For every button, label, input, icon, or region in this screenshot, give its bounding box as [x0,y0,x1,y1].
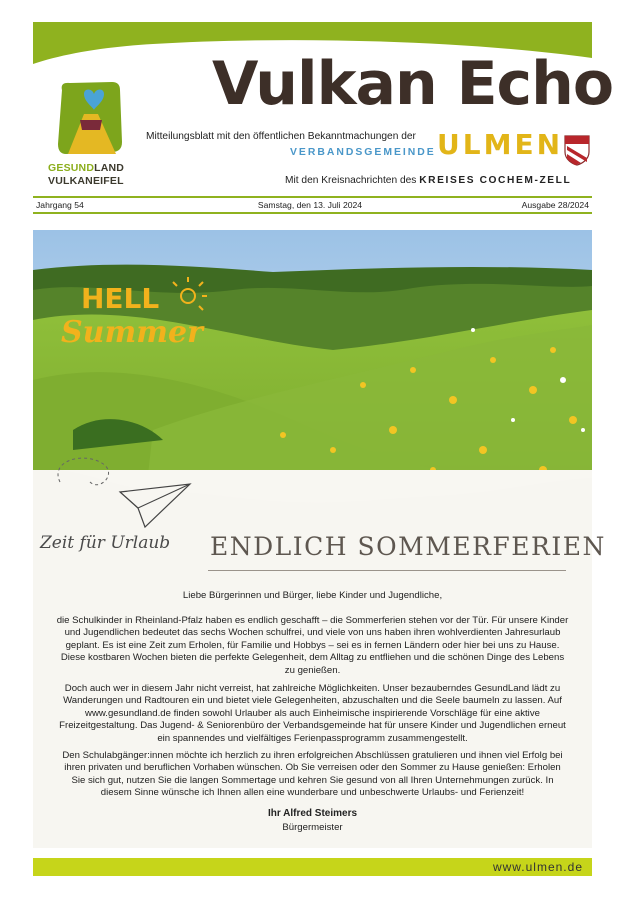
logo-text-vulkaneifel: VULKANEIFEL [48,175,124,187]
gesundland-logo-icon [54,80,124,158]
summer-greeting: Summer [61,315,203,350]
coat-of-arms-icon [563,134,591,166]
letter-paragraph: die Schulkinder in Rheinland-Pfalz haben es endlich geschafft – die Sommerferien stehen vor der Tür. Für unsere Kinder und Jugendlichen bedeutet das sechs Wochen schulfrei, und viele von uns haben ihren wohlverdienten Jahresurlaub geplant. Es ist eine Zeit zum Erholen, für Familie und Hobbys – sei es in fernen Ländern oder hier bei uns zu Hause. Diese kostbaren Wochen bieten die perfekte Gelegenheit, dem Alltag zu entfliehen und die schönen Dinge des Lebens zu genießen. [56,615,569,676]
footer-url-link[interactable]: www.ulmen.de [492,860,583,874]
hello-greeting: HELL [81,282,160,315]
article-headline: ENDLICH SOMMERFERIEN [210,532,606,561]
issue-date: Samstag, den 13. Juli 2024 [257,200,363,210]
letter-paragraph: Den Schulabgänger:innen möchte ich herzlich zu ihren erfolgreichen Abschlüssen gratulieren und ihnen viel Erfolg bei ihren privaten und beruflichen Vorhaben wünschen. Ob Sie verreisen oder den Sommer zu Hause genießen: Erholen Sie sich gut, nutzen Sie die langen Sommertage und kehren Sie gesund von all Ihren Unternehmungen zurück. In diesem Sinne wünsche ich Ihnen allen eine wunderbare und unbeschwerte Urlaubs- und Ferienzeit! [62,750,563,799]
ulmen-wordmark: ULMEN [437,128,564,161]
paper-plane-icon [50,452,200,542]
divider-bottom [33,212,592,214]
issue-edition: Ausgabe 28/2024 [521,200,589,210]
masthead-subtitle: Mitteilungsblatt mit den öffentlichen Bekanntmachungen der [146,131,416,142]
cursive-tagline: Zeit für Urlaub [40,533,171,553]
verbandsgemeinde-label: VERBANDSGEMEINDE [290,147,436,158]
signer-role: Bürgermeister [282,822,343,833]
issue-volume: Jahrgang 54 [36,200,84,210]
divider-top [33,196,592,198]
letter-paragraph: Doch auch wer in diesem Jahr nicht verreist, hat zahlreiche Möglichkeiten. Unser bezauberndes GesundLand lädt zu Wanderungen und Radtouren ein und bietet viele Gelegenheiten, abzuschalten und die Seele baumeln zu lassen. Auf www.gesundland.de finden sowohl Urlauber als auch Einheimische inspirierende Vorschläge für eine aktive Freizeitgestaltung. Das Jugend- & Seniorenbüro der Verbandsgemeinde hat für unsere Kinder und Jugendlichen erneut ein spannendes und vielfältiges Ferienpassprogramm zusammengestellt. [59,683,566,744]
kreis-line: Mit den Kreisnachrichten des KREISES COCHEM-ZELL [285,175,572,186]
masthead-title: Vulkan Echo [212,49,614,119]
letter-salutation: Liebe Bürgerinnen und Bürger, liebe Kinder und Jugendliche, [182,590,443,601]
headline-rule [208,570,566,571]
logo-text-gesundland: GESUNDLAND [48,162,125,174]
signer-name: Ihr Alfred Steimers [267,808,358,819]
